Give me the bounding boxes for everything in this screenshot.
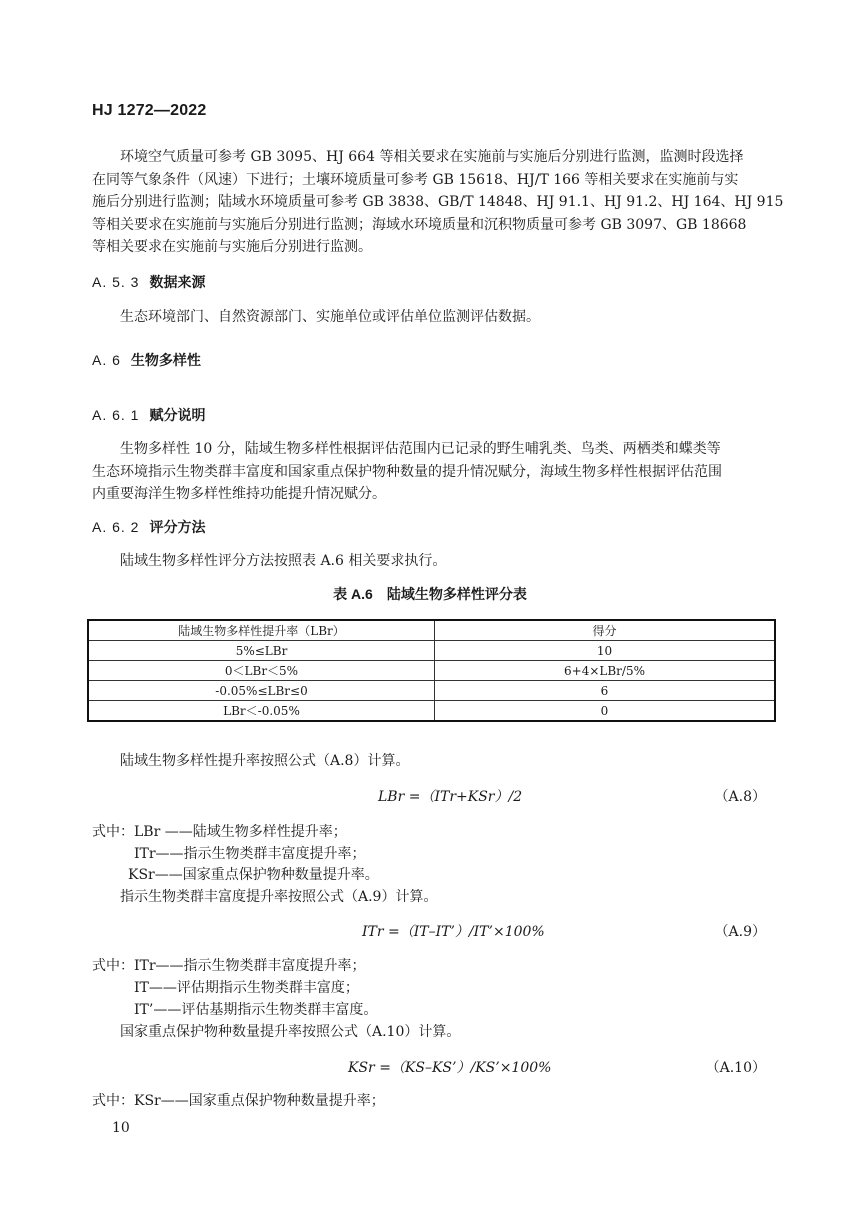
formula-a9-definition: IT——评估期指示生物类群丰富度；	[134, 980, 359, 996]
formula-expression: LBr =（ITr+KSr）/2	[378, 789, 523, 805]
a61-line: 内重要海洋生物多样性维持功能提升情况赋分。	[92, 486, 386, 502]
formula-a8-intro: 陆域生物多样性提升率按照公式（A.8）计算。	[120, 753, 410, 769]
formula-a10-intro: 国家重点保护物种数量提升率按照公式（A.10）计算。	[120, 1024, 461, 1040]
table-row	[88, 701, 775, 722]
table-caption: 表 A.6 陆域生物多样性评分表	[333, 586, 527, 602]
table-cell: 0＜LBr＜5%	[88, 661, 435, 681]
section-number: A. 6	[92, 352, 121, 368]
intro-line: 等相关要求在实施前与实施后分别进行监测；海域水环境质量和沉积物质量可参考 GB 3097、GB 18668	[92, 216, 747, 233]
formula-a8-definition: 式中：LBr ——陆域生物多样性提升率；	[92, 824, 347, 840]
formula-a9-intro: 指示生物类群丰富度提升率按照公式（A.9）计算。	[120, 889, 438, 905]
table-cell: LBr＜-0.05%	[88, 701, 435, 722]
table-header-cell: 得分	[435, 620, 776, 641]
section-heading-a62	[92, 517, 205, 537]
table-cell: -0.05%≤LBr≤0	[88, 681, 435, 701]
intro-line: 环境空气质量可参考 GB 3095、HJ 664 等相关要求在实施前与实施后分别进行监测，监测时段选择	[120, 149, 744, 165]
formula-a10-number: （A.10）	[705, 1060, 766, 1076]
intro-paragraph	[92, 146, 784, 259]
intro-line: 等相关要求在实施前与实施后分别进行监测。	[92, 239, 372, 255]
formula-a8	[378, 786, 522, 806]
a61-line: 生态环境指示生物类群丰富度和国家重点保护物种数量的提升情况赋分，海域生物多样性根据评估范围	[92, 463, 722, 480]
formula-a9-definition: 式中：ITr——指示生物类群丰富度提升率；	[92, 958, 366, 974]
table-cell: 6	[435, 681, 776, 701]
score-table	[87, 619, 776, 722]
table-cell: 0	[435, 701, 776, 722]
formula-a8-definition: KSr——国家重点保护物种数量提升率。	[128, 867, 379, 883]
formula-a9-definition: IT’——评估基期指示生物类群丰富度。	[134, 1002, 378, 1018]
formula-a10	[348, 1057, 551, 1077]
table-header-cell: 陆域生物多样性提升率（LBr）	[88, 620, 435, 641]
standard-code-header: HJ 1272—2022	[92, 102, 207, 119]
formula-a10-definition: 式中：KSr——国家重点保护物种数量提升率；	[92, 1093, 385, 1109]
intro-line: 施后分别进行监测；陆域水环境质量可参考 GB 3838、GB/T 14848、HJ 91.1、HJ 91.2、HJ 164、HJ 915	[92, 194, 784, 210]
formula-a9	[362, 921, 545, 941]
table-header-row	[88, 620, 775, 641]
table-cell: 10	[435, 641, 776, 661]
section-heading-a53	[92, 272, 205, 292]
table-row	[88, 661, 775, 681]
section-title: 数据来源	[149, 274, 206, 290]
a62-text: 陆域生物多样性评分方法按照表 A.6 相关要求执行。	[120, 553, 447, 569]
a53-text: 生态环境部门、自然资源部门、实施单位或评估单位监测评估数据。	[120, 309, 540, 325]
page-number: 10	[112, 1120, 130, 1136]
table-cell: 6+4×LBr/5%	[435, 661, 776, 681]
section-title: 生物多样性	[130, 352, 201, 368]
table-row	[88, 641, 775, 661]
table-cell: 5%≤LBr	[88, 641, 435, 661]
section-title: 赋分说明	[149, 407, 206, 423]
section-number: A. 5. 3	[92, 274, 140, 290]
formula-a8-number: （A.8）	[714, 789, 766, 805]
section-heading-a6	[92, 350, 201, 370]
a61-paragraph	[92, 438, 772, 506]
section-number: A. 6. 1	[92, 407, 140, 423]
intro-line: 在同等气象条件（风速）下进行；土壤环境质量可参考 GB 15618、HJ/T 166 等相关要求在实施前与实	[92, 171, 739, 188]
section-heading-a61	[92, 405, 205, 425]
formula-a9-number: （A.9）	[714, 924, 766, 940]
table-row	[88, 681, 775, 701]
section-title: 评分方法	[149, 519, 206, 535]
formula-expression: KSr =（KS–KS’）/KS’×100%	[348, 1060, 552, 1076]
a61-line: 生物多样性 10 分，陆域生物多样性根据评估范围内已记录的野生哺乳类、鸟类、两栖类和蝶类等	[120, 441, 721, 457]
section-number: A. 6. 2	[92, 519, 140, 535]
formula-expression: ITr =（IT–IT’）/IT’×100%	[362, 924, 545, 940]
formula-a8-definition: ITr——指示生物类群丰富度提升率；	[134, 846, 366, 862]
